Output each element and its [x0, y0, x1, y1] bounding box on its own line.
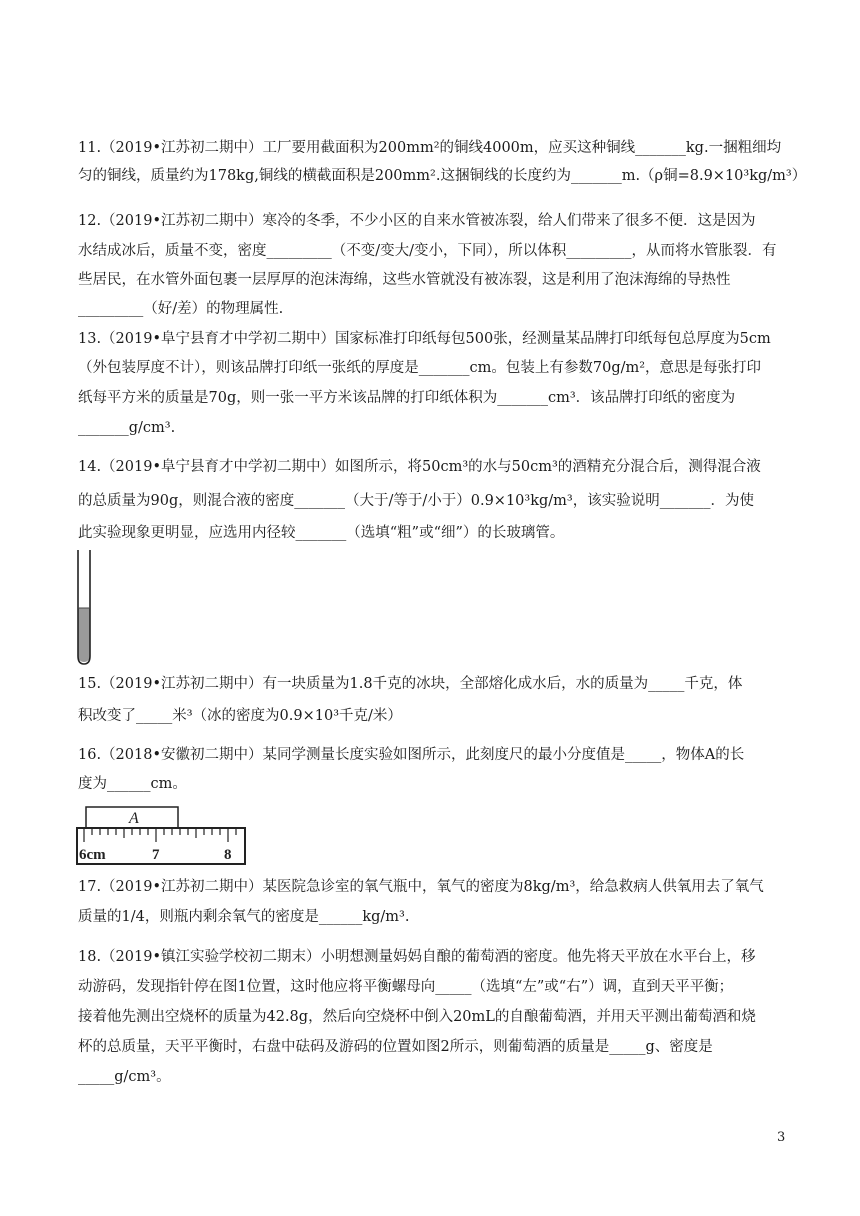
text-line: 杯的总质量，天平平衡时，右盘中砝码及游码的位置如图2所示，则葡萄酒的质量是_____g、密度是	[78, 1039, 713, 1055]
text-line: 18.（2019•镇江实验学校初二期末）小明想测量妈妈自酿的葡萄酒的密度。他先将天平放在水平台上，移	[78, 949, 756, 965]
text-line: 16.（2018•安徽初二期中）某同学测量长度实验如图所示，此刻度尺的最小分度值是_____，物体A的长	[78, 747, 745, 763]
text-line: 的总质量为90g，则混合液的密度_______（大于/等于/小于）0.9×10³kg/m³，该实验说明_______．为使	[78, 493, 754, 509]
text-line: 匀的铜线，质量约为178kg,铜线的横截面积是200mm².这捆铜线的长度约为_______m.（ρ铜=8.9×10³kg/m³）	[78, 168, 807, 184]
text-line: 水结成冰后，质量不变，密度_________（不变/变大/变小，下同），所以体积_________，从而将水管胀裂．有	[78, 243, 777, 259]
text-line: 些居民，在水管外面包裹一层厚厚的泡沫海绵，这些水管就没有被冻裂，这是利用了泡沫海绵的导热性	[78, 272, 731, 288]
text-line: 此实验现象更明显，应选用内径较_______（选填“粗”或“细”）的长玻璃管。	[78, 525, 565, 541]
ruler-label-8: 8	[224, 847, 232, 863]
text-line: （外包装厚度不计），则该品牌打印纸一张纸的厚度是_______cm。包装上有参数70g/m²，意思是每张打印	[78, 360, 762, 376]
text-line: 积改变了_____米³（冰的密度为0.9×10³千克/米）	[78, 708, 402, 724]
test-tube-figure	[76, 548, 94, 666]
text-line: 接着他先测出空烧杯的质量为42.8g，然后向空烧杯中倒入20mL的自酿葡萄酒，并用天平测出葡萄酒和烧	[78, 1009, 756, 1025]
text-line: 17.（2019•江苏初二期中）某医院急诊室的氧气瓶中，氧气的密度为8kg/m³，给急救病人供氧用去了氧气	[78, 879, 764, 895]
ruler-label-7: 7	[152, 847, 160, 863]
text-line: 12.（2019•江苏初二期中）寒冷的冬季，不少小区的自来水管被冻裂，给人们带来了很多不便．这是因为	[78, 213, 756, 229]
text-line: _______g/cm³.	[78, 420, 176, 436]
object-a-label: A	[129, 810, 139, 827]
text-line: 11.（2019•江苏初二期中）工厂要用截面积为200mm²的铜线4000m，应买这种铜线_______kg.一捆粗细均	[78, 140, 782, 156]
page-number: 3	[777, 1130, 786, 1145]
text-line: _________（好/差）的物理属性.	[78, 301, 284, 317]
text-line: 13.（2019•阜宁县育才中学初二期中）国家标准打印纸每包500张，经测量某品牌打印纸每包总厚度为5cm	[78, 331, 771, 347]
text-line: 质量的1/4，则瓶内剩余氧气的密度是______kg/m³.	[78, 909, 410, 925]
ruler-label-6cm: 6cm	[79, 847, 106, 863]
text-line: 动游码，发现指针停在图1位置，这时他应将平衡螺母向_____（选填“左”或“右”）调，直到天平平衡；	[78, 979, 734, 995]
text-line: 15.（2019•江苏初二期中）有一块质量为1.8千克的冰块，全部熔化成水后，水的质量为_____千克，体	[78, 676, 743, 692]
text-line: 14.（2019•阜宁县育才中学初二期中）如图所示，将50cm³的水与50cm³的酒精充分混合后，测得混合液	[78, 459, 761, 475]
text-line: 度为______cm。	[78, 776, 187, 792]
text-line: 纸每平方米的质量是70g，则一张一平方米该品牌的打印纸体积为_______cm³．该品牌打印纸的密度为	[78, 390, 736, 406]
test-tube-liquid-top	[78, 608, 90, 628]
text-line: _____g/cm³。	[78, 1069, 171, 1085]
ruler-figure	[76, 806, 248, 866]
